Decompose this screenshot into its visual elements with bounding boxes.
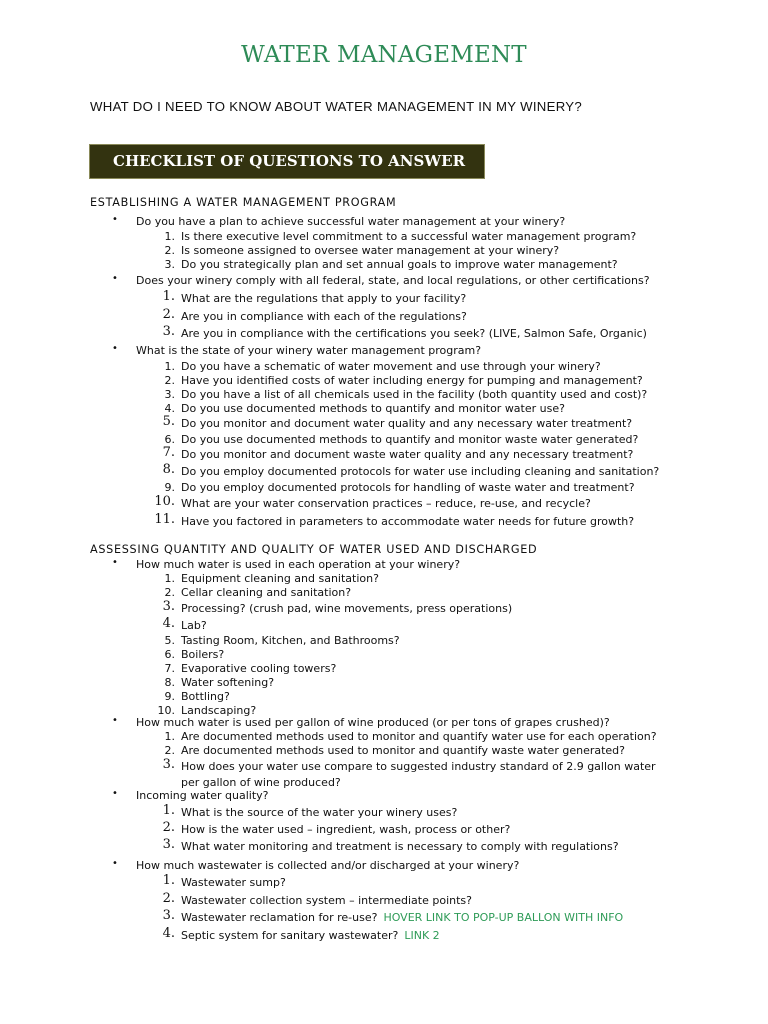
item-number: 2. <box>162 307 175 322</box>
item-text: Do you use documented methods to quantify and monitor waste water generated? <box>181 433 639 446</box>
item-text: Landscaping? <box>181 704 257 717</box>
item-number: 2. <box>164 586 175 599</box>
item-number: 2. <box>162 820 175 835</box>
checklist-subitem <box>162 820 511 837</box>
item-text: Lab? <box>181 619 207 632</box>
bullet-icon: • <box>112 788 118 799</box>
item-number: 7. <box>164 662 175 675</box>
question-text: What is the state of your winery water management program? <box>136 344 482 357</box>
checklist-subitem <box>164 433 639 447</box>
checklist-subitem <box>162 803 458 820</box>
checklist-subitem <box>162 757 656 774</box>
checklist-question <box>112 214 566 228</box>
item-text: Do you use documented methods to quantify and monitor water use? <box>181 402 565 415</box>
item-number: 4. <box>164 402 175 415</box>
checklist-subitem <box>162 462 660 479</box>
checklist-subitem <box>164 360 601 374</box>
bullet-icon: • <box>112 557 118 568</box>
bullet-icon: • <box>112 273 118 284</box>
item-number: 3. <box>162 324 175 339</box>
question-text: Do you have a plan to achieve successful water management at your winery? <box>136 215 566 228</box>
item-number: 1. <box>162 803 175 818</box>
item-text: Have you factored in parameters to accommodate water needs for future growth? <box>181 515 635 528</box>
item-number: 10. <box>154 494 175 509</box>
item-text: How does your water use compare to suggested industry standard of 2.9 gallon water <box>181 760 656 773</box>
checklist-subitem <box>164 402 565 416</box>
item-text: Wastewater reclamation for re-use? <box>181 911 378 924</box>
item-number: 2. <box>164 374 175 387</box>
item-text: How is the water used – ingredient, wash, process or other? <box>181 823 511 836</box>
item-text: What is the source of the water your winery uses? <box>181 806 458 819</box>
item-text: Septic system for sanitary wastewater? <box>181 929 399 942</box>
item-number: 3. <box>164 388 175 401</box>
item-number: 11. <box>154 512 175 527</box>
item-number: 9. <box>164 690 175 703</box>
bullet-icon: • <box>112 715 118 726</box>
item-number: 2. <box>162 891 175 906</box>
checklist-subitem <box>164 481 635 495</box>
item-number: 3. <box>164 258 175 271</box>
checklist-question <box>112 858 520 872</box>
item-text: Cellar cleaning and sanitation? <box>181 586 352 599</box>
item-number: 8. <box>162 462 175 477</box>
page-title: WATER MANAGEMENT <box>241 42 527 68</box>
checklist-subitem <box>162 324 647 341</box>
item-text: What are your water conservation practices – reduce, re-use, and recycle? <box>181 497 591 510</box>
question-text: Does your winery comply with all federal, state, and local regulations, or other certifications? <box>136 274 650 287</box>
item-text: Evaporative cooling towers? <box>181 662 337 675</box>
item-number: 1. <box>164 230 175 243</box>
item-text: What water monitoring and treatment is necessary to comply with regulations? <box>181 840 619 853</box>
checklist-subitem <box>181 776 341 790</box>
checklist-subitem <box>162 599 513 616</box>
checklist-subitem <box>164 744 625 758</box>
checklist-subitem <box>164 648 225 662</box>
item-text: What are the regulations that apply to your facility? <box>181 292 467 305</box>
item-number: 5. <box>164 634 175 647</box>
checklist-subitem <box>162 616 207 633</box>
item-number: 1. <box>162 873 175 888</box>
item-text: Wastewater sump? <box>181 876 286 889</box>
checklist-subitem <box>164 586 352 600</box>
item-text: Processing? (crush pad, wine movements, press operations) <box>181 602 513 615</box>
checklist-subitem <box>164 572 379 586</box>
info-link[interactable]: HOVER LINK TO POP-UP BALLON WITH INFO <box>383 911 624 924</box>
item-number: 6. <box>164 648 175 661</box>
item-text: Water softening? <box>181 676 275 689</box>
bullet-icon: • <box>112 214 118 225</box>
item-number: 10. <box>157 704 175 717</box>
item-text: Do you monitor and document water quality and any necessary water treatment? <box>181 417 633 430</box>
checklist-subitem <box>162 908 624 925</box>
item-number: 2. <box>164 244 175 257</box>
item-number: 3. <box>162 599 175 614</box>
item-text: Boilers? <box>181 648 225 661</box>
checklist-question <box>112 715 610 729</box>
checklist-subitem <box>164 230 637 244</box>
item-text: Wastewater collection system – intermediate points? <box>181 894 472 907</box>
item-text: per gallon of wine produced? <box>181 776 341 789</box>
checklist-subitem <box>162 307 467 324</box>
question-text: How much water is used per gallon of wine produced (or per tons of grapes crushed)? <box>136 716 610 729</box>
item-text: Are documented methods used to monitor and quantify water use for each operation? <box>181 730 657 743</box>
item-text: Do you strategically plan and set annual goals to improve water management? <box>181 258 618 271</box>
item-number: 3. <box>162 837 175 852</box>
item-text: Is there executive level commitment to a successful water management program? <box>181 230 637 243</box>
page-subtitle: WHAT DO I NEED TO KNOW ABOUT WATER MANAGEMENT IN MY WINERY? <box>90 99 583 114</box>
checklist-subitem <box>162 891 472 908</box>
checklist-subitem <box>164 676 275 690</box>
item-number: 3. <box>162 908 175 923</box>
item-number: 9. <box>164 481 175 494</box>
item-text: Have you identified costs of water including energy for pumping and management? <box>181 374 643 387</box>
checklist-subitem <box>162 837 619 854</box>
checklist-subitem <box>164 662 337 676</box>
checklist-question <box>112 343 482 357</box>
question-text: How much water is used in each operation at your winery? <box>136 558 461 571</box>
item-number: 4. <box>162 926 175 941</box>
item-text: Do you have a list of all chemicals used in the facility (both quantity used and cost)? <box>181 388 648 401</box>
item-number: 1. <box>164 360 175 373</box>
item-text: Equipment cleaning and sanitation? <box>181 572 379 585</box>
bullet-icon: • <box>112 343 118 354</box>
item-text: Do you employ documented protocols for handling of waste water and treatment? <box>181 481 635 494</box>
item-text: Do you employ documented protocols for water use including cleaning and sanitation? <box>181 465 660 478</box>
item-number: 6. <box>164 433 175 446</box>
checklist-banner: CHECKLIST OF QUESTIONS TO ANSWER <box>89 144 485 179</box>
checklist-subitem <box>162 289 467 306</box>
item-text: Bottling? <box>181 690 230 703</box>
item-number: 2. <box>164 744 175 757</box>
section-heading: ASSESSING QUANTITY AND QUALITY OF WATER USED AND DISCHARGED <box>90 543 538 556</box>
checklist-subitem <box>164 634 400 648</box>
checklist-subitem <box>162 445 634 462</box>
item-text: Is someone assigned to oversee water management at your winery? <box>181 244 560 257</box>
item-text: Are documented methods used to monitor and quantify waste water generated? <box>181 744 625 757</box>
checklist-subitem <box>154 512 635 529</box>
item-text: Tasting Room, Kitchen, and Bathrooms? <box>181 634 400 647</box>
checklist-subitem <box>162 414 633 431</box>
item-number: 1. <box>164 730 175 743</box>
item-number: 8. <box>164 676 175 689</box>
item-text: Are you in compliance with the certifications you seek? (LIVE, Salmon Safe, Organic) <box>181 327 647 340</box>
item-number: 7. <box>162 445 175 460</box>
item-text: Are you in compliance with each of the regulations? <box>181 310 467 323</box>
checklist-subitem <box>164 374 643 388</box>
checklist-question <box>112 557 461 571</box>
checklist-subitem <box>164 690 230 704</box>
section-heading: ESTABLISHING A WATER MANAGEMENT PROGRAM <box>90 196 397 209</box>
checklist-subitem <box>164 244 560 258</box>
checklist-subitem <box>164 388 648 402</box>
checklist-question <box>112 788 269 802</box>
bullet-icon: • <box>112 858 118 869</box>
checklist-subitem <box>164 258 618 272</box>
question-text: How much wastewater is collected and/or discharged at your winery? <box>136 859 520 872</box>
question-text: Incoming water quality? <box>136 789 269 802</box>
checklist-subitem <box>154 494 591 511</box>
checklist-subitem <box>164 730 657 744</box>
item-number: 5. <box>162 414 175 429</box>
item-text: Do you monitor and document waste water quality and any necessary treatment? <box>181 448 634 461</box>
info-link[interactable]: LINK 2 <box>404 929 440 942</box>
item-number: 3. <box>162 757 175 772</box>
item-text: Do you have a schematic of water movement and use through your winery? <box>181 360 601 373</box>
checklist-subitem <box>162 873 286 890</box>
item-number: 4. <box>162 616 175 631</box>
item-number: 1. <box>164 572 175 585</box>
checklist-question <box>112 273 650 287</box>
item-number: 1. <box>162 289 175 304</box>
checklist-subitem <box>162 926 440 943</box>
